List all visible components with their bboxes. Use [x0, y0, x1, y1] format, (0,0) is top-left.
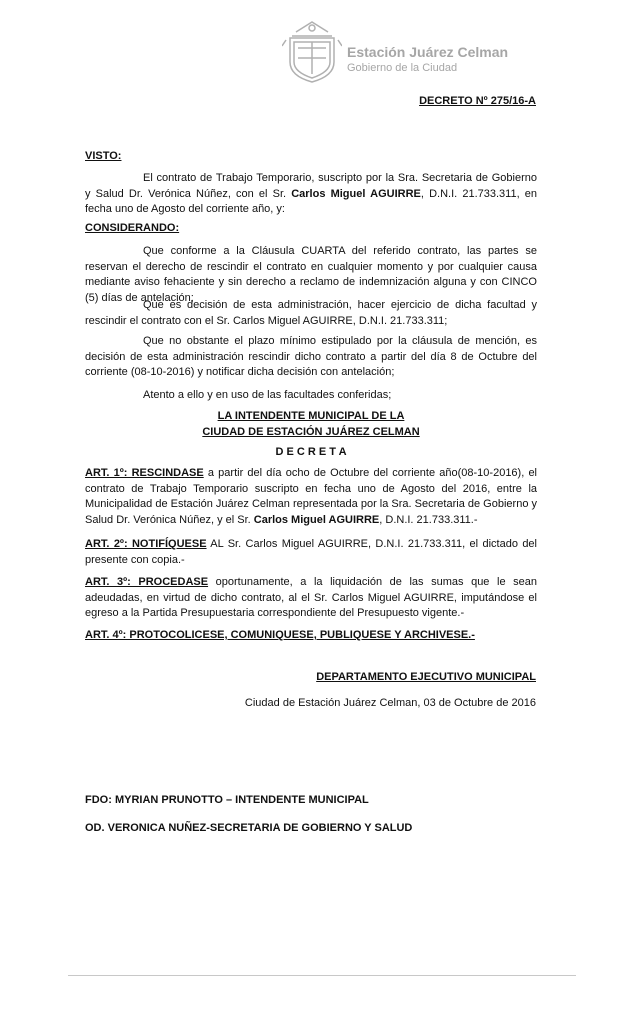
footer-divider [68, 975, 576, 976]
article-3-text: oportunamente, a la liquidación de las sumas que le sean adeudadas, en virtud de dicho contrato, al el Sr. Carlos Miguel AGUIRRE, imputándose el egreso a la Partida Presupuestaria correspondiente del Presupuesto vigente.- [85, 576, 537, 619]
considerando-paragraph-1: Que conforme a la Cláusula CUARTA del referido contrato, las partes se reservan el derecho de rescindir el contrato en cualquier momento y por cualquier causa mediante aviso fehaciente y sin derecho a reclamo de indemnización alguna y con CINCO (5) días de antelación; [85, 245, 537, 304]
article-1-label: ART. 1º: RESCINDASE [85, 467, 204, 479]
place-and-date: Ciudad de Estación Juárez Celman, 03 de Octubre de 2016 [244, 697, 536, 709]
signature-fdo: FDO: MYRIAN PRUNOTTO – INTENDENTE MUNICIPAL [85, 794, 369, 806]
article-2-text: AL Sr. Carlos Miguel AGUIRRE, D.N.I. 21.733.311, el dictado del presente con copia.- [85, 538, 537, 566]
article-1 [85, 466, 537, 528]
article-1-text: a partir del día ocho de Octubre del corriente año(08-10-2016), el contrato de Trabajo Temporario suscripto en fecha uno de Agosto del 2016, entre la Municipalidad de Estación Juárez Celman representada por la Sra. Secretaria de Gobierno y Salud Dr. Verónica Núñez, y el Sr. [85, 467, 537, 526]
department-label: DEPARTAMENTO EJECUTIVO MUNICIPAL [316, 671, 536, 683]
considerando-paragraph-3: Que no obstante el plazo mínimo estipulado por la cláusula de mención, es decisión de esta administración rescindir dicho contrato a partir del día 8 de Octubre del corriente (08-10-2016) y notificar dicha decisión con antelación; [85, 335, 537, 378]
article-2 [85, 537, 537, 568]
decree-number: DECRETO Nº 275/16-A [419, 95, 536, 107]
visto-heading: VISTO: [85, 150, 122, 162]
authority-line-2: CIUDAD DE ESTACIÓN JUÁREZ CELMAN [202, 426, 420, 438]
considerando-heading: CONSIDERANDO: [85, 222, 180, 234]
visto-name: Carlos Miguel AGUIRRE [291, 187, 421, 200]
visto-text-1: El contrato de Trabajo Temporario, suscripto por la Sra. Secretaria de Gobierno y Salud Dr. Verónica Núñez, con el Sr. [85, 172, 537, 200]
municipality-name: Estación Juárez Celman [347, 44, 509, 60]
signature-od: OD. VERONICA NUÑEZ-SECRETARIA DE GOBIERNO Y SALUD [85, 822, 413, 834]
authority-line-1: LA INTENDENTE MUNICIPAL DE LA [217, 410, 405, 422]
article-3-label: ART. 3º: PROCEDASE [85, 576, 209, 588]
coat-of-arms-icon [282, 18, 342, 84]
government-name: Gobierno de la Ciudad [347, 62, 458, 74]
visto-paragraph [85, 171, 537, 218]
decreta-heading: D E C R E T A [275, 446, 347, 458]
article-1-end: , D.N.I. 21.733.311.- [379, 513, 478, 526]
visto-text-2: , D.N.I. 21.733.311, en fecha uno de Agosto del corriente año, y: [85, 187, 538, 215]
municipal-logo [282, 18, 342, 84]
article-1-name: Carlos Miguel AGUIRRE [253, 513, 380, 526]
considerando-paragraph-2: Que es decisión de esta administración, hacer ejercicio de dicha facultad y rescindir el contrato con el Sr. Carlos Miguel AGUIRRE, D.N.I. 21.733.311; [85, 299, 537, 327]
article-4: ART. 4º: PROTOCOLICESE, COMUNIQUESE, PUBLIQUESE Y ARCHIVESE.- [85, 629, 475, 641]
considerando-paragraph-4: Atento a ello y en uso de las facultades conferidas; [143, 389, 392, 401]
article-3 [85, 575, 537, 622]
article-2-label: ART. 2º: NOTIFÍQUESE [85, 538, 207, 550]
